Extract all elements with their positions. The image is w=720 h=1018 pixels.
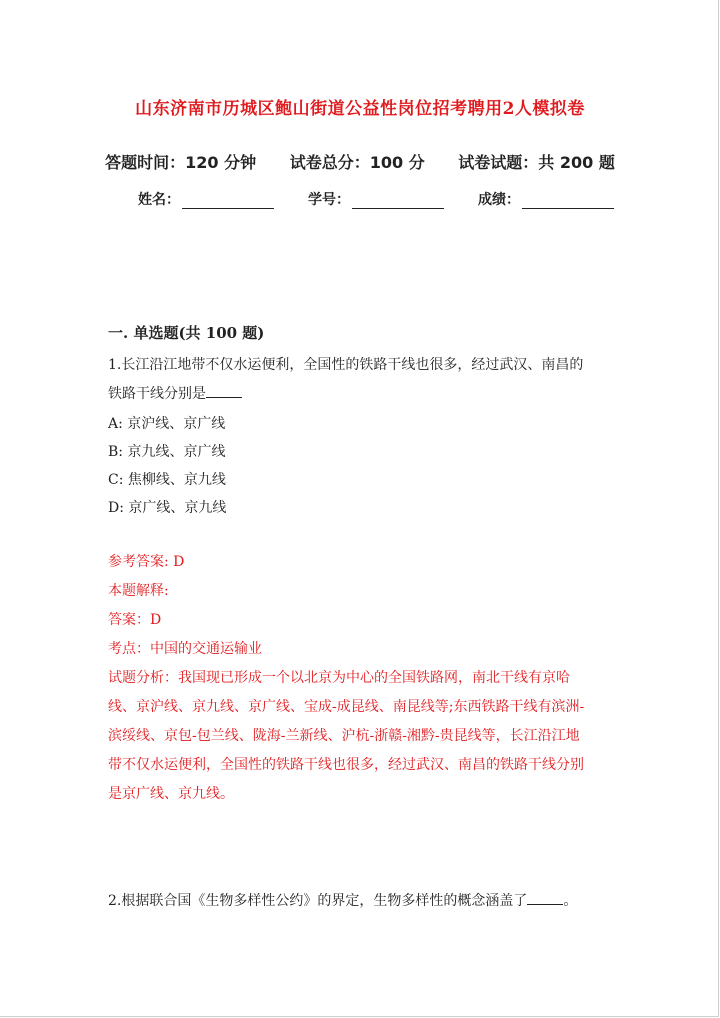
id-label: 学号：	[308, 192, 350, 208]
option-c: C: 焦柳线、京九线	[108, 472, 226, 488]
question-2-tail: 。	[563, 893, 578, 909]
analysis-line: 是京广线、京九线。	[108, 786, 234, 802]
option-b: B: 京九线、京广线	[108, 444, 226, 460]
question-1-blank	[206, 383, 242, 398]
id-field	[308, 189, 444, 209]
name-blank	[182, 194, 274, 209]
answer: 答案：D	[108, 612, 162, 628]
analysis-line: 滨绥线、京包-包兰线、陇海-兰新线、沪杭-浙赣-湘黔-贵昆线等，长江沿江地	[108, 728, 580, 744]
answer-block	[108, 548, 613, 809]
explanation-label: 本题解释:	[108, 583, 169, 599]
exam-total-score: 试卷总分：100 分	[289, 153, 425, 172]
exam-time: 答题时间：120 分钟	[105, 153, 257, 172]
analysis-line: 带不仅水运便利，全国性的铁路干线也很多，经过武汉、南昌的铁路干线分别	[108, 757, 584, 773]
question-1-line2	[108, 380, 608, 409]
question-2	[108, 887, 608, 916]
id-blank	[352, 194, 444, 209]
name-field	[138, 189, 274, 209]
question-2-text: 2.根据联合国《生物多样性公约》的界定，生物多样性的概念涵盖了	[108, 893, 528, 909]
reference-answer: 参考答案: D	[108, 554, 185, 570]
knowledge-point: 考点：中国的交通运输业	[108, 641, 262, 657]
section-title: 一. 单选题(共 100 题)	[108, 324, 265, 342]
score-label: 成绩：	[478, 192, 520, 208]
exam-title: 山东济南市历城区鲍山街道公益性岗位招考聘用2人模拟卷	[135, 99, 585, 119]
analysis-line: 试题分析：我国现已形成一个以北京为中心的全国铁路网，南北干线有京哈	[108, 670, 570, 686]
option-d: D: 京广线、京九线	[108, 500, 227, 516]
question-1	[108, 351, 608, 409]
exam-question-count: 试卷试题：共 200 题	[458, 153, 615, 172]
question-1-line2-text: 铁路干线分别是	[108, 386, 206, 402]
score-field	[478, 189, 614, 209]
analysis-line: 线、京沪线、京九线、京广线、宝成-成昆线、南昆线等;东西铁路干线有滨洲-	[108, 699, 585, 715]
question-1-line1: 1.长江沿江地带不仅水运便利，全国性的铁路干线也很多，经过武汉、南昌的	[108, 357, 584, 373]
name-label: 姓名：	[138, 192, 180, 208]
option-a: A: 京沪线、京广线	[108, 416, 226, 432]
question-2-blank	[527, 890, 563, 905]
exam-info	[0, 150, 720, 173]
score-blank	[522, 194, 614, 209]
